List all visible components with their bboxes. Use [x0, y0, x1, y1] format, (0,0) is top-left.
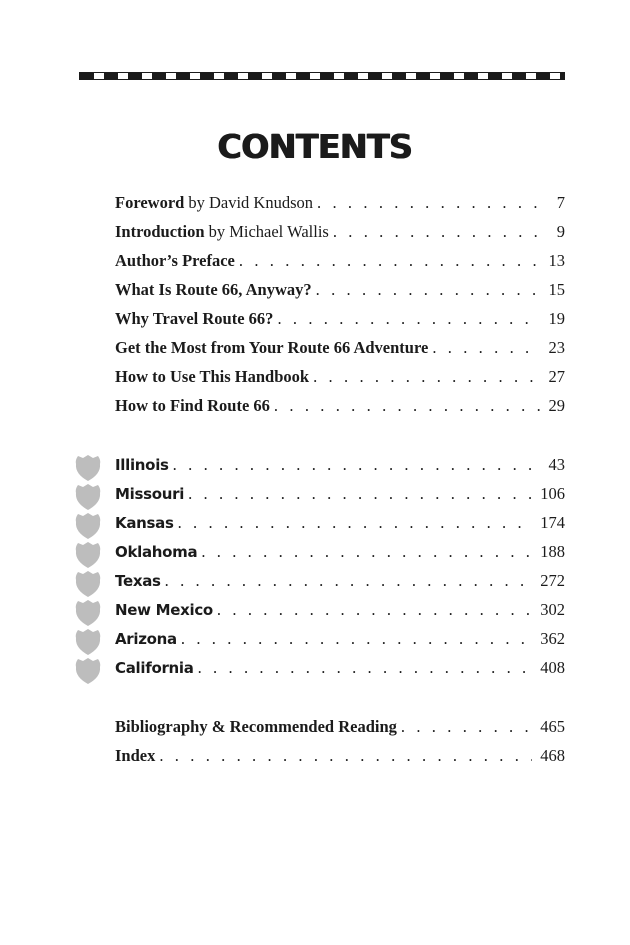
- route-shield-icon: [75, 512, 101, 540]
- toc-entry-texas[interactable]: Texas . . . 272: [115, 570, 565, 599]
- dot-leader: [277, 308, 540, 330]
- dot-leader: [313, 366, 540, 388]
- toc-entry-oklahoma[interactable]: Oklahoma . . . 188: [115, 541, 565, 570]
- dot-leader: [333, 221, 549, 243]
- toc-entry-what-is-route-66[interactable]: What Is Route 66, Anyway? . . . 15: [115, 279, 565, 308]
- dot-leader: [173, 454, 541, 476]
- page-number: 19: [548, 309, 565, 328]
- route-shield-icon: [75, 483, 101, 511]
- dot-leader: [178, 512, 533, 534]
- dot-leader: [181, 628, 532, 650]
- dot-leader: [217, 599, 532, 621]
- page-number: 29: [548, 396, 565, 415]
- dot-leader: [401, 716, 532, 738]
- toc-entry-missouri[interactable]: Missouri . . . 106: [115, 483, 565, 512]
- page-number: 106: [540, 484, 565, 503]
- dot-leader: [317, 192, 549, 214]
- page-number: 468: [540, 746, 565, 765]
- dot-leader: [159, 745, 532, 767]
- page-number: 272: [540, 571, 565, 590]
- route-shield-icon: [75, 570, 101, 598]
- toc-entry-get-the-most[interactable]: Get the Most from Your Route 66 Adventure . . . 23: [115, 337, 565, 366]
- toc-entry-illinois[interactable]: Illinois . . . 43: [115, 454, 565, 483]
- dot-leader: [165, 570, 533, 592]
- dot-leader: [188, 483, 532, 505]
- toc-entry-bibliography[interactable]: Bibliography & Recommended Reading . . . 465: [115, 716, 565, 745]
- states-list: [115, 454, 565, 686]
- page-number: 15: [548, 280, 565, 299]
- toc-entry-kansas[interactable]: Kansas . . . 174: [115, 512, 565, 541]
- dot-leader: [316, 279, 541, 301]
- page-number: 7: [556, 193, 565, 212]
- page-title: CONTENTS: [217, 127, 413, 166]
- toc-entry-why-travel[interactable]: Why Travel Route 66? . . . 19: [115, 308, 565, 337]
- route-shield-icon: [75, 454, 101, 482]
- toc-entry-authors-preface[interactable]: Author’s Preface . . . 13: [115, 250, 565, 279]
- toc-entry-arizona[interactable]: Arizona . . . 362: [115, 628, 565, 657]
- entry-byline: by Michael Wallis: [208, 222, 329, 241]
- dot-leader: [274, 395, 541, 417]
- page-number: 27: [548, 367, 565, 386]
- toc-entry-index[interactable]: Index . . . 468: [115, 745, 565, 774]
- page-number: 23: [548, 338, 565, 357]
- page-number: 43: [548, 455, 565, 474]
- dot-leader: [239, 250, 541, 272]
- route-shield-icon: [75, 599, 101, 627]
- page-number: 408: [540, 658, 565, 677]
- toc-entry-introduction[interactable]: Introduction by Michael Wallis . . . 9: [115, 221, 565, 250]
- front-matter-list: [115, 192, 565, 424]
- page-number: 465: [540, 717, 565, 736]
- toc-entry-how-to-find[interactable]: How to Find Route 66 . . . 29: [115, 395, 565, 424]
- page-number: 362: [540, 629, 565, 648]
- toc-entry-california[interactable]: California . . . 408: [115, 657, 565, 686]
- road-stripe-divider: [79, 72, 565, 80]
- toc-entry-foreword[interactable]: Foreword by David Knudson . . . 7: [115, 192, 565, 221]
- toc-entry-new-mexico[interactable]: New Mexico . . . 302: [115, 599, 565, 628]
- page-number: 9: [556, 222, 565, 241]
- dot-leader: [201, 541, 532, 563]
- page-number: 302: [540, 600, 565, 619]
- back-matter-list: [115, 716, 565, 774]
- page-number: 188: [540, 542, 565, 561]
- dot-leader: [198, 657, 533, 679]
- dot-leader: [432, 337, 540, 359]
- route-shield-icon: [75, 628, 101, 656]
- page-number: 174: [540, 513, 565, 532]
- route-shield-icon: [75, 657, 101, 685]
- toc-entry-how-to-use[interactable]: How to Use This Handbook . . . 27: [115, 366, 565, 395]
- page-number: 13: [548, 251, 565, 270]
- route-shield-icon: [75, 541, 101, 569]
- entry-byline: by David Knudson: [188, 193, 314, 212]
